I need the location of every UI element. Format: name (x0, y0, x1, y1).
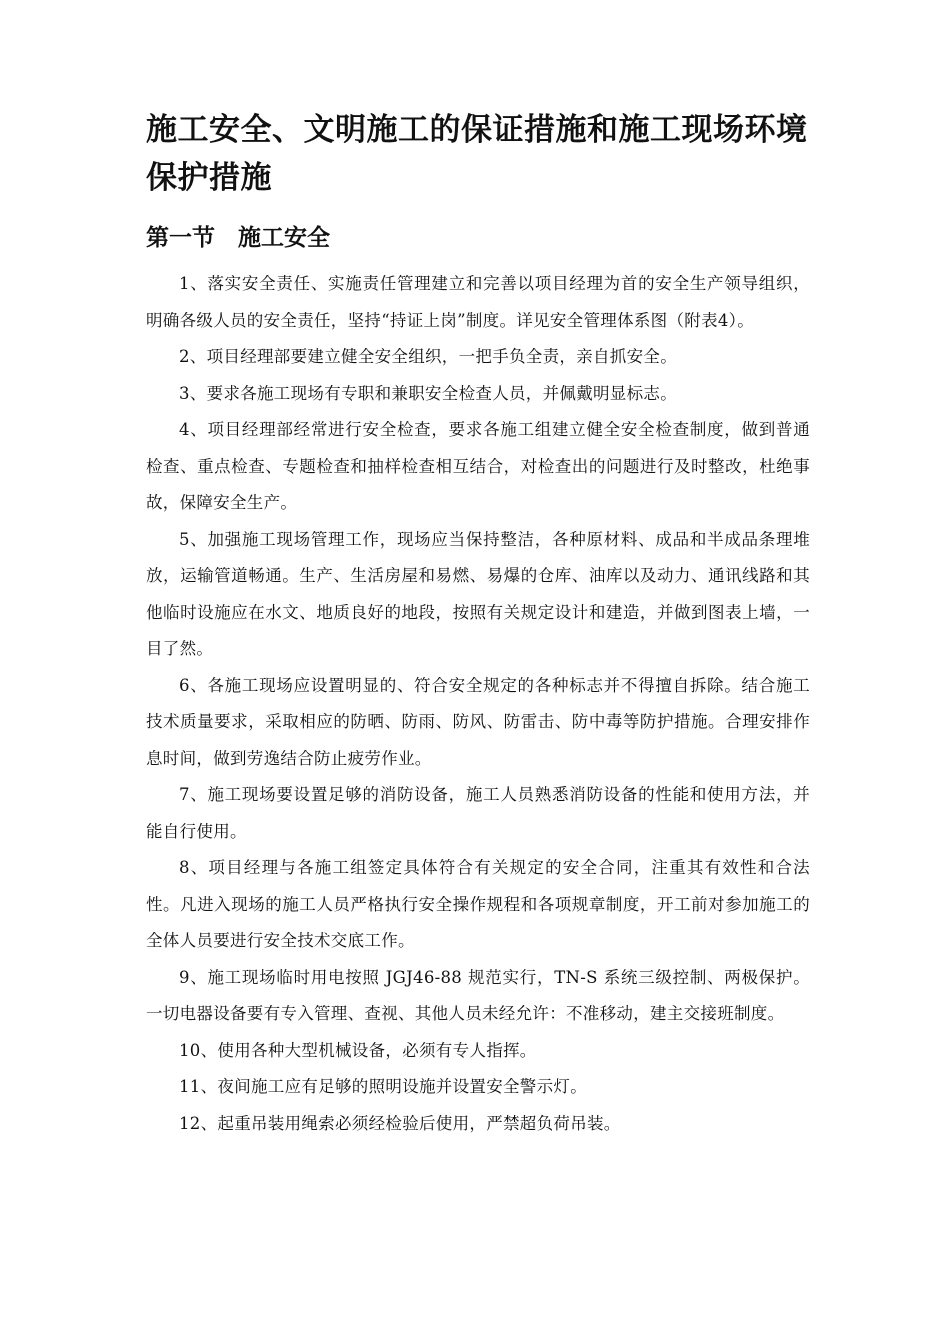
document-page (146, 106, 810, 1142)
paragraph-9: 9、施工现场临时用电按照 JGJ46-88 规范实行，TN-S 系统三级控制、两极保护。一切电器设备要有专入管理、查视、其他人员未经允许：不准移动，建主交接班制度。 (146, 967, 810, 1023)
paragraph-1: 1、落实安全责任、实施责任管理建立和完善以项目经理为首的安全生产领导组织，明确各级人员的安全责任，坚持“持证上岗”制度。详见安全管理体系图（附表4）。 (146, 274, 810, 330)
paragraph-8: 8、项目经理与各施工组签定具体符合有关规定的安全合同，注重其有效性和合法性。凡进入现场的施工人员严格执行安全操作规程和各项规章制度，开工前对参加施工的全体人员要进行安全技术交底工作。 (146, 858, 810, 950)
paragraph-5: 5、加强施工现场管理工作，现场应当保持整洁，各种原材料、成品和半成品条理堆放，运输管道畅通。生产、生活房屋和易燃、易爆的仓库、油库以及动力、通讯线路和其他临时设施应在水文、地质良好的地段，按照有关规定设计和建造，并做到图表上墙，一目了然。 (146, 529, 810, 658)
paragraph-12: 12、起重吊装用绳索必须经检验后使用，严禁超负荷吊装。 (179, 1113, 621, 1133)
document-title: 施工安全、文明施工的保证措施和施工现场环境保护措施 (146, 112, 808, 196)
paragraph-7: 7、施工现场要设置足够的消防设备，施工人员熟悉消防设备的性能和使用方法，并能自行使用。 (146, 785, 810, 841)
section-heading: 第一节 施工安全 (146, 225, 330, 251)
paragraph-4: 4、项目经理部经常进行安全检查，要求各施工组建立健全安全检查制度，做到普通检查、重点检查、专题检查和抽样检查相互结合，对检查出的问题进行及时整改，杜绝事故，保障安全生产。 (146, 420, 810, 512)
section-body (146, 266, 810, 1142)
paragraph-3: 3、要求各施工现场有专职和兼职安全检查人员，并佩戴明显标志。 (179, 383, 677, 403)
paragraph-11: 11、夜间施工应有足够的照明设施并设置安全警示灯。 (179, 1077, 587, 1096)
paragraph-2: 2、项目经理部要建立健全安全组织，一把手负全责，亲自抓安全。 (179, 347, 677, 366)
paragraph-10: 10、使用各种大型机械设备，必须有专人指挥。 (179, 1040, 537, 1060)
paragraph-6: 6、各施工现场应设置明显的、符合安全规定的各种标志并不得擅自拆除。结合施工技术质量要求，采取相应的防晒、防雨、防风、防雷击、防中毒等防护措施。合理安排作息时间，做到劳逸结合防止疲劳作业。 (146, 675, 810, 768)
